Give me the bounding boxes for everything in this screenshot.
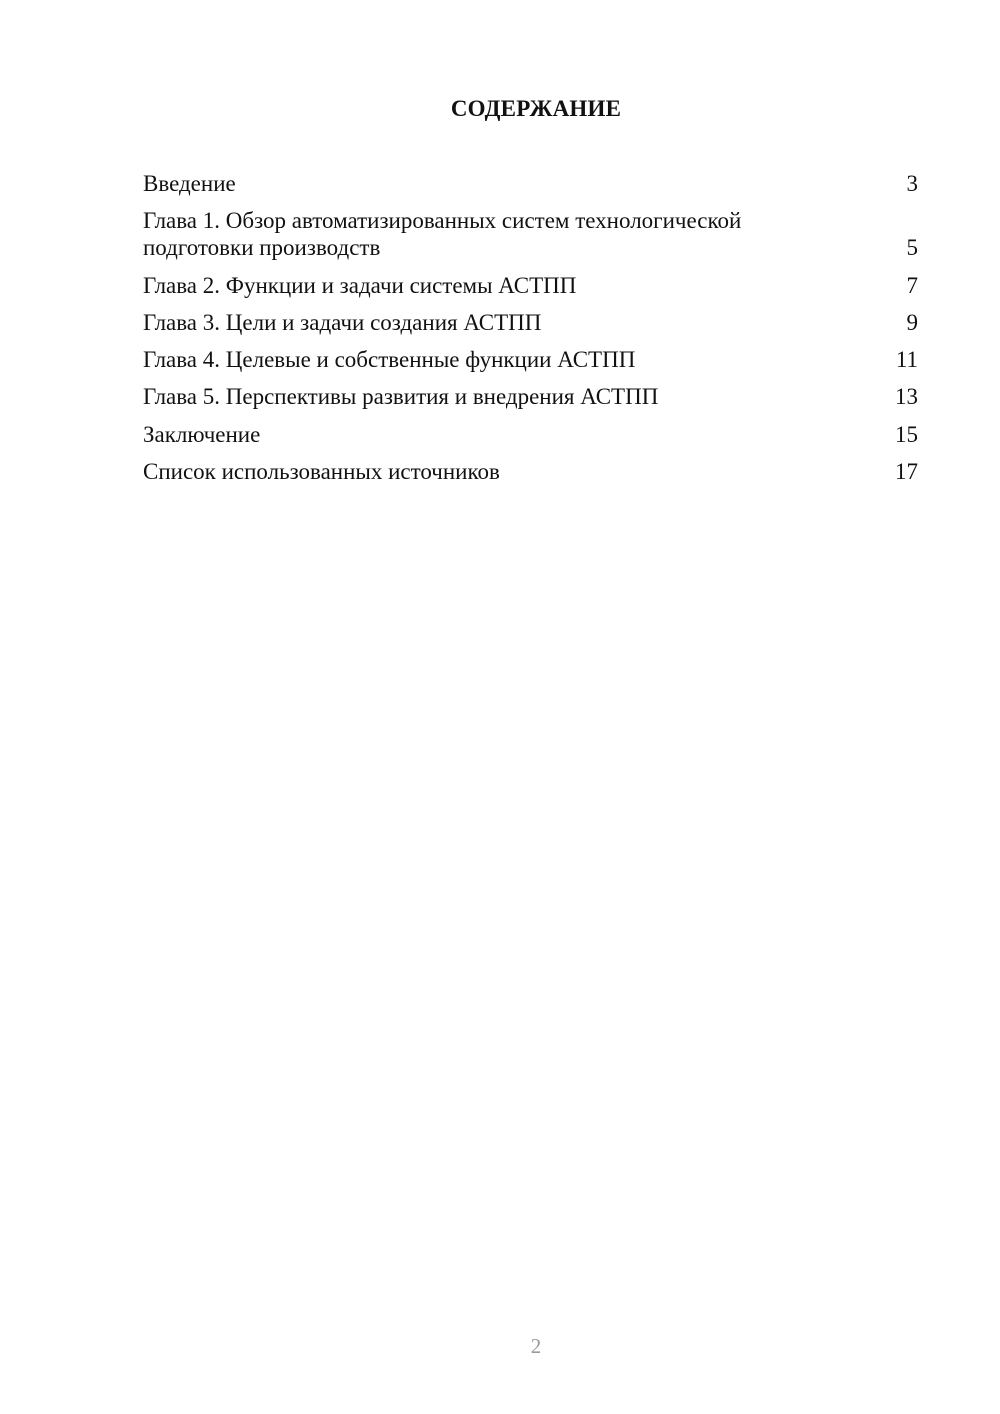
toc-entry-title: Заключение xyxy=(143,421,261,447)
toc-entry xyxy=(143,309,918,336)
toc-entry xyxy=(143,272,918,299)
page-number: 2 xyxy=(530,1334,542,1358)
toc-title: СОДЕРЖАНИЕ xyxy=(450,96,622,121)
toc-entry-title: Глава 2. Функции и задачи системы АСТПП xyxy=(143,272,577,298)
toc-entry xyxy=(143,458,918,485)
toc-entry-page: 7 xyxy=(906,272,918,298)
toc-entry-title: Глава 1. Обзор автоматизированных систем технологической подготовки производств xyxy=(143,208,742,261)
toc-entry-title: Глава 5. Перспективы развития и внедрения АСТПП xyxy=(143,384,659,410)
toc-entry xyxy=(143,346,918,373)
toc-entry-title: Список использованных источников xyxy=(143,459,500,485)
toc-entry xyxy=(143,421,918,448)
toc-entry-title: Введение xyxy=(143,171,236,196)
toc-entry xyxy=(143,170,918,197)
table-of-contents xyxy=(143,170,918,495)
toc-entry-page: 17 xyxy=(895,459,918,485)
toc-entry-page: 15 xyxy=(895,421,918,447)
toc-entry-page: 9 xyxy=(906,309,918,335)
toc-entry-page: 3 xyxy=(906,171,918,196)
toc-entry-page: 13 xyxy=(895,384,918,410)
toc-entry xyxy=(143,207,918,261)
toc-entry-page: 11 xyxy=(895,347,918,373)
toc-entry-page: 5 xyxy=(906,235,918,261)
toc-entry-title: Глава 4. Целевые и собственные функции АСТПП xyxy=(143,347,636,373)
toc-entry xyxy=(143,383,918,410)
toc-entry-title: Глава 3. Цели и задачи создания АСТПП xyxy=(143,309,542,335)
